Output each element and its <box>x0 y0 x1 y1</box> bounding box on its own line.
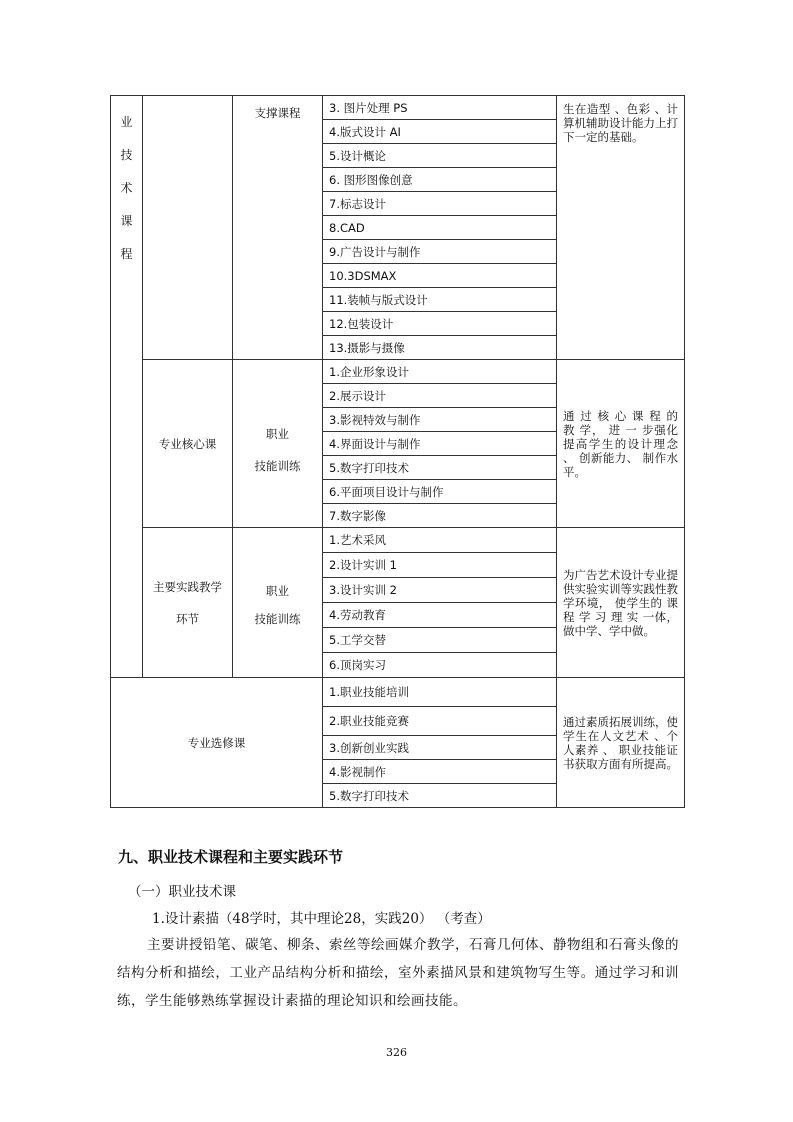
category-char: 业 <box>120 115 133 129</box>
table-row <box>111 678 685 707</box>
category-char: 课 <box>120 214 133 228</box>
curriculum-table <box>110 95 685 808</box>
practice-type-line: 技能训练 <box>254 611 301 626</box>
course-cell: 12.包装设计 <box>323 312 557 336</box>
course-cell: 4.版式设计 AI <box>323 120 557 144</box>
support-desc-cell: 生在造型 、色彩 、计算机辅助设计能力上打下一定的基础。 <box>557 96 685 360</box>
course-cell: 13.摄影与摄像 <box>323 336 557 360</box>
course-item-title: 1.设计素描（48学时，其中理论28，实践20） （考查） <box>152 911 491 927</box>
core-desc-cell: 通 过 核 心 课 程 的 教 学， 进 一 步强化提高学生的设计理念 、 创新能力、 制作水平。 <box>557 360 685 528</box>
course-cell: 5.数字打印技术 <box>323 456 557 480</box>
category-char: 术 <box>120 181 133 195</box>
page-number: 326 <box>386 1046 407 1059</box>
core-type-line: 职业 <box>266 426 289 441</box>
course-cell: 4.影视制作 <box>323 760 557 784</box>
support-type-cell: 支撑课程 <box>233 96 323 360</box>
course-cell: 1.企业形象设计 <box>323 360 557 384</box>
course-cell: 6.平面项目设计与制作 <box>323 480 557 504</box>
course-cell: 4.界面设计与制作 <box>323 432 557 456</box>
course-cell: 10.3DSMAX <box>323 264 557 288</box>
practice-name-cell <box>143 528 233 678</box>
practice-name-line: 主要实践教学 <box>153 579 222 594</box>
category-cell <box>111 96 143 678</box>
practice-desc-cell: 为广告艺术设计专业提供实验实训等实践性教学环境， 使学生的 课 程 学 习 理 实 一体，做中学、学中做。 <box>557 528 685 678</box>
elective-name-cell: 专业选修课 <box>111 678 323 808</box>
course-cell: 6. 图形图像创意 <box>323 168 557 192</box>
category-char: 技 <box>120 148 133 162</box>
table-row <box>111 360 685 384</box>
table-row <box>111 96 685 120</box>
course-cell: 3.设计实训 2 <box>323 578 557 603</box>
table-row <box>111 528 685 553</box>
course-cell: 2.职业技能竞赛 <box>323 707 557 736</box>
course-cell: 4.劳动教育 <box>323 603 557 628</box>
course-cell: 3.影视特效与制作 <box>323 408 557 432</box>
course-cell: 5.工学交替 <box>323 628 557 653</box>
practice-type-line: 职业 <box>266 583 289 598</box>
course-cell: 9.广告设计与制作 <box>323 240 557 264</box>
core-type-line: 技能训练 <box>254 458 301 473</box>
course-cell: 3. 图片处理 PS <box>323 96 557 120</box>
course-description-paragraph: 主要讲授铅笔、碳笔、柳条、索丝等绘画媒介教学，石膏几何体、静物组和石膏头像的结构分析和描绘，工业产品结构分析和描绘，室外素描风景和建筑物写生等。通过学习和训练，学生能够熟练掌握设计素描的理论知识和绘画技能。 <box>117 937 679 1009</box>
course-cell: 3.创新创业实践 <box>323 736 557 760</box>
course-cell: 5.设计概论 <box>323 144 557 168</box>
elective-desc-cell: 通过素质拓展训练，使学生在人文艺术 、个人素养 、 职业技能证书获取方面有所提高。 <box>557 678 685 808</box>
course-cell: 11.装帧与版式设计 <box>323 288 557 312</box>
support-group-cell <box>143 96 233 360</box>
course-cell: 2.展示设计 <box>323 384 557 408</box>
practice-type-cell <box>233 528 323 678</box>
course-cell: 7.标志设计 <box>323 192 557 216</box>
course-cell: 1.职业技能培训 <box>323 678 557 707</box>
course-cell: 5.数字打印技术 <box>323 784 557 808</box>
practice-name-line: 环节 <box>176 611 199 626</box>
subsection-heading: （一）职业技术课 <box>128 884 236 900</box>
core-type-cell <box>233 360 323 528</box>
category-char: 程 <box>120 247 133 261</box>
course-cell: 8.CAD <box>323 216 557 240</box>
course-cell: 6.顶岗实习 <box>323 653 557 678</box>
course-cell: 1.艺术采风 <box>323 528 557 553</box>
course-cell: 2.设计实训 1 <box>323 553 557 578</box>
core-name-cell: 专业核心课 <box>143 360 233 528</box>
course-cell: 7.数字影像 <box>323 504 557 528</box>
section-heading: 九、职业技术课程和主要实践环节 <box>118 848 344 866</box>
